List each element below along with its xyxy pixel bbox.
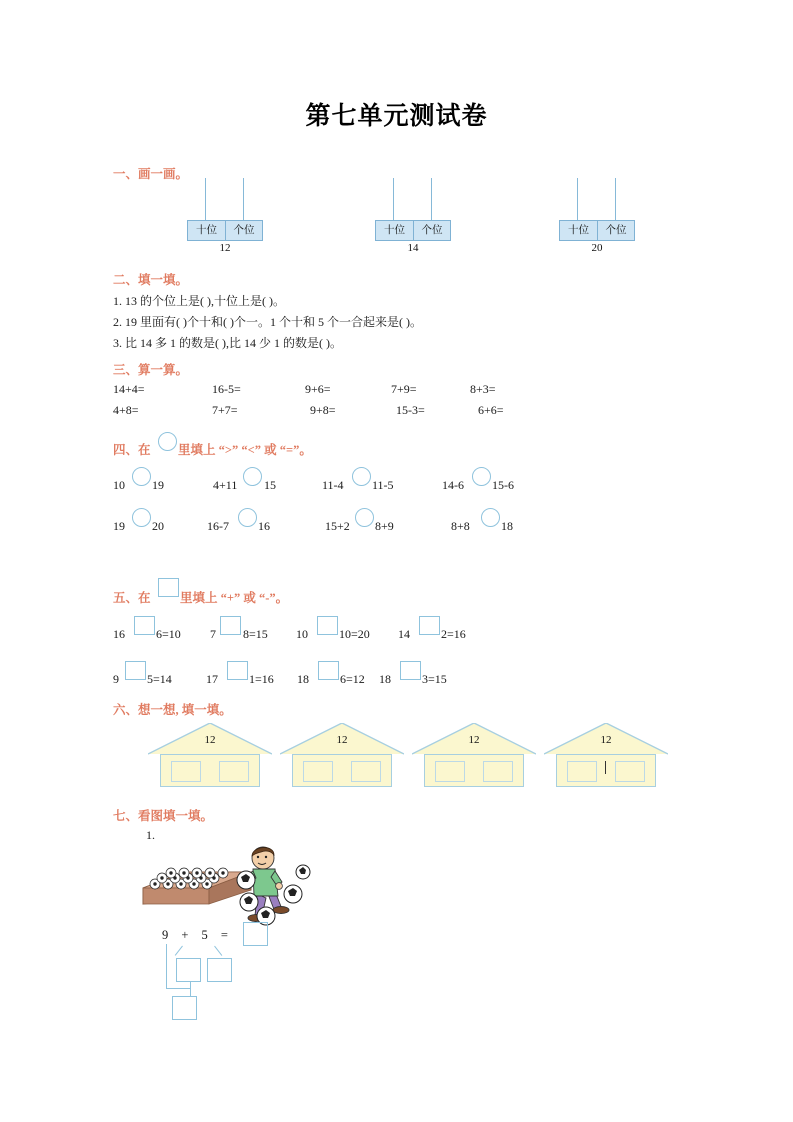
section-7-equation: 9 + 5 = [162, 928, 233, 942]
comparison-circle[interactable] [132, 508, 151, 527]
compare-left: 8+8 [451, 519, 470, 533]
house-window-left[interactable] [435, 761, 465, 782]
operator-box[interactable] [220, 616, 241, 635]
place-value-stem [431, 178, 432, 220]
house-body [292, 754, 392, 787]
operator-box[interactable] [317, 616, 338, 635]
section-5-heading-before: 五、在 [113, 591, 151, 605]
calc-item: 8+3= [470, 382, 496, 396]
section-5-heading-after: 里填上 “+” 或 “-”。 [180, 591, 289, 605]
operator-box[interactable] [125, 661, 146, 680]
operator-right: 2=16 [441, 627, 466, 641]
house-window-right[interactable] [615, 761, 645, 782]
comparison-circle[interactable] [238, 508, 257, 527]
compare-left: 16-7 [207, 519, 229, 533]
section-2-heading: 二、填一填。 [113, 273, 189, 287]
house-figure-4[interactable] [544, 723, 668, 787]
place-value-number-3: 20 [591, 242, 603, 254]
operator-box[interactable] [318, 661, 339, 680]
section-4-heading-before: 四、在 [113, 443, 151, 457]
comparison-circle[interactable] [132, 467, 151, 486]
compare-right: 19 [152, 478, 164, 492]
house-figure-2[interactable] [280, 723, 404, 787]
calc-item: 7+9= [391, 382, 417, 396]
fill-question-1: 1. 13 的个位上是( ),十位上是( )。 [113, 294, 285, 308]
house-body [424, 754, 524, 787]
place-value-number-2: 14 [407, 242, 419, 254]
operator-left: 18 [379, 672, 391, 686]
compare-right: 16 [258, 519, 270, 533]
operator-right: 5=14 [147, 672, 172, 686]
compare-left: 10 [113, 478, 125, 492]
house-window-right[interactable] [219, 761, 249, 782]
connector-vertical-bottom [190, 982, 191, 996]
fill-question-3: 3. 比 14 多 1 的数是( ),比 14 少 1 的数是( )。 [113, 336, 342, 350]
comparison-circle[interactable] [481, 508, 500, 527]
ones-cell: 个位 [413, 221, 450, 240]
calc-item: 9+6= [305, 382, 331, 396]
operator-left: 16 [113, 627, 125, 641]
connector-horizontal [166, 988, 190, 989]
ball-crate-icon [143, 868, 251, 904]
compare-right: 15 [264, 478, 276, 492]
operator-box[interactable] [419, 616, 440, 635]
calc-item: 14+4= [113, 382, 145, 396]
compare-left: 19 [113, 519, 125, 533]
place-value-table-1 [187, 220, 263, 241]
calc-item: 7+7= [212, 403, 238, 417]
house-window-right[interactable] [351, 761, 381, 782]
comparison-circle[interactable] [243, 467, 262, 486]
connector-vertical-top [166, 944, 167, 988]
comparison-circle[interactable] [352, 467, 371, 486]
house-number: 12 [600, 734, 612, 746]
house-body [556, 754, 656, 787]
tree-branch-right [214, 946, 222, 956]
section-7-heading: 七、看图填一填。 [113, 809, 214, 823]
house-divider-mark [605, 761, 606, 774]
compare-right: 11-5 [372, 478, 394, 492]
operator-box[interactable] [134, 616, 155, 635]
house-number: 12 [468, 734, 480, 746]
section-4-heading-after: 里填上 “>” “<” 或 “=”。 [178, 443, 312, 457]
calc-item: 9+8= [310, 403, 336, 417]
operator-right: 6=12 [340, 672, 365, 686]
operator-right: 3=15 [422, 672, 447, 686]
house-number: 12 [204, 734, 216, 746]
section-3-heading: 三、算一算。 [113, 363, 189, 377]
compare-left: 4+11 [213, 478, 238, 492]
operator-left: 9 [113, 672, 119, 686]
operator-box[interactable] [227, 661, 248, 680]
operator-right: 6=10 [156, 627, 181, 641]
comparison-circle[interactable] [472, 467, 491, 486]
operator-right: 8=15 [243, 627, 268, 641]
operator-box[interactable] [400, 661, 421, 680]
house-number: 12 [336, 734, 348, 746]
section-7-item-number: 1. [146, 828, 155, 842]
tens-cell: 十位 [196, 225, 217, 236]
compare-right: 15-6 [492, 478, 514, 492]
place-value-stem [615, 178, 616, 220]
house-window-left[interactable] [567, 761, 597, 782]
calc-item: 15-3= [396, 403, 425, 417]
compare-right: 8+9 [375, 519, 394, 533]
operator-left: 10 [296, 627, 308, 641]
compare-left: 14-6 [442, 478, 464, 492]
compare-right: 18 [501, 519, 513, 533]
final-answer-box[interactable] [172, 996, 197, 1020]
tree-branch-left [175, 946, 183, 956]
compare-left: 11-4 [322, 478, 344, 492]
compare-right: 20 [152, 519, 164, 533]
comparison-circle-sample[interactable] [158, 432, 177, 451]
page-title: 第七单元测试卷 [305, 103, 488, 130]
house-body [160, 754, 260, 787]
section-6-heading: 六、想一想, 填一填。 [113, 703, 232, 717]
operator-left: 14 [398, 627, 410, 641]
house-figure-1[interactable] [148, 723, 272, 787]
decomposition-box-left[interactable] [176, 958, 201, 982]
place-value-stem [243, 178, 244, 220]
comparison-circle[interactable] [355, 508, 374, 527]
house-window-left[interactable] [171, 761, 201, 782]
section-1-heading: 一、画一画。 [113, 167, 189, 181]
operator-right: 10=20 [339, 627, 370, 641]
answer-box-result[interactable] [243, 922, 268, 946]
ones-cell: 个位 [597, 221, 634, 240]
tens-cell: 十位 [568, 225, 589, 236]
operator-left: 18 [297, 672, 309, 686]
operator-left: 17 [206, 672, 218, 686]
soccer-illustration [135, 842, 325, 934]
compare-left: 15+2 [325, 519, 350, 533]
ones-cell: 个位 [225, 221, 262, 240]
calc-item: 16-5= [212, 382, 241, 396]
place-value-stem [205, 178, 206, 220]
operator-box-sample[interactable] [158, 578, 179, 597]
calc-item: 4+8= [113, 403, 139, 417]
house-figure-3[interactable] [412, 723, 536, 787]
place-value-stem [393, 178, 394, 220]
operator-right: 1=16 [249, 672, 274, 686]
tens-cell: 十位 [384, 225, 405, 236]
operator-left: 7 [210, 627, 216, 641]
calc-item: 6+6= [478, 403, 504, 417]
fill-question-2: 2. 19 里面有( )个十和( )个一。1 个十和 5 个一合起来是( )。 [113, 315, 422, 329]
place-value-number-1: 12 [219, 242, 231, 254]
decomposition-box-right[interactable] [207, 958, 232, 982]
house-window-left[interactable] [303, 761, 333, 782]
place-value-table-2 [375, 220, 451, 241]
house-window-right[interactable] [483, 761, 513, 782]
place-value-stem [577, 178, 578, 220]
place-value-table-3 [559, 220, 635, 241]
